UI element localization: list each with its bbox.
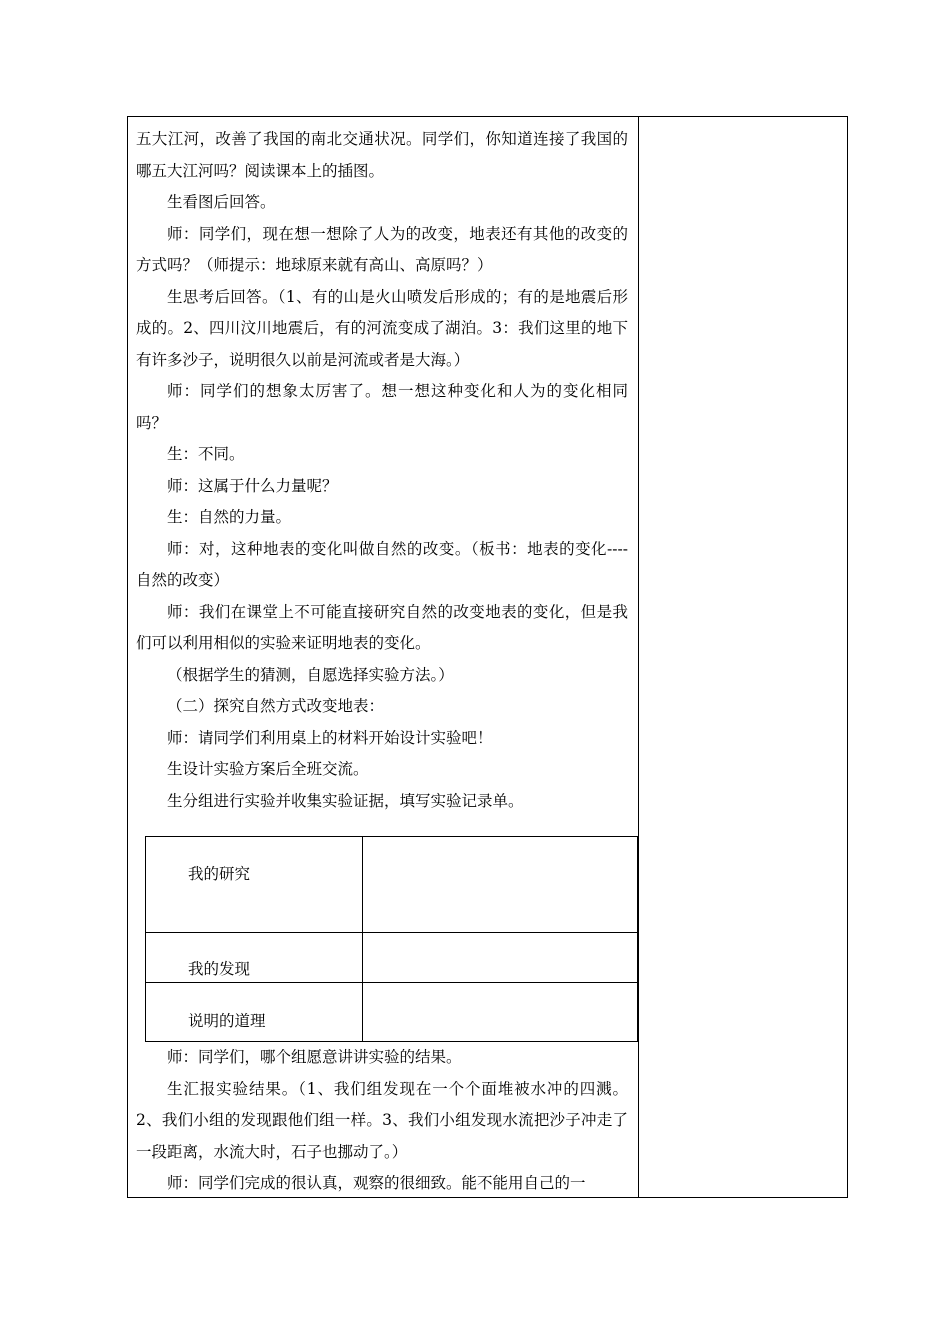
- paragraph: 师：我们在课堂上不可能直接研究自然的改变地表的变化，但是我们可以利用相似的实验来证明地表的变化。: [136, 602, 628, 652]
- paragraph: 师：同学们的想象太厉害了。想一想这种变化和人为的变化相同吗？: [136, 382, 628, 432]
- row-value-research: [363, 837, 638, 933]
- paragraph: 生汇报实验结果。（1、我们组发现在一个个面堆被水冲的四溅。2、我们小组的发现跟他们组一样。3、我们小组发现水流把沙子冲走了一段距离，水流大时，石子也挪动了。）: [136, 1079, 628, 1161]
- row-value-principle: [363, 983, 638, 1042]
- paragraph: 师：同学们，现在想一想除了人为的改变，地表还有其他的改变的方式吗？（师提示：地球原来就有高山、高原吗？）: [136, 224, 628, 274]
- row-value-findings: [363, 933, 638, 983]
- paragraph: 生：不同。: [167, 445, 245, 463]
- row-label-findings: 我的发现: [146, 933, 363, 983]
- table-row: [146, 837, 638, 933]
- paragraph: 生思考后回答。（1、有的山是火山喷发后形成的；有的是地震后形成的。2、四川汶川地震后，有的河流变成了湖泊。3：我们这里的地下有许多沙子，说明很久以前是河流或者是大海。）: [136, 287, 628, 369]
- paragraph: 师：这属于什么力量呢？: [167, 476, 338, 495]
- paragraph: 生看图后回答。: [167, 193, 276, 211]
- paragraph: 师：同学们完成的很认真，观察的很细致。能不能用自己的一: [167, 1174, 586, 1192]
- paragraph: 生分组进行实验并收集实验证据，填写实验记录单。: [167, 791, 524, 810]
- paragraph: 师：同学们，哪个组愿意讲讲实验的结果。: [167, 1048, 462, 1066]
- table-row: [146, 983, 638, 1042]
- table-row: [146, 933, 638, 983]
- main-column-text: [136, 124, 628, 817]
- section-heading: （二）探究自然方式改变地表：: [167, 697, 385, 715]
- row-label-research: 我的研究: [146, 837, 363, 933]
- main-column-text-after-table: [136, 1042, 628, 1200]
- row-label-principle: 说明的道理: [146, 983, 363, 1042]
- paragraph: 生：自然的力量。: [167, 508, 292, 526]
- paragraph: 五大江河，改善了我国的南北交通状况。同学们，你知道连接了我国的哪五大江河吗？阅读课本上的插图。: [136, 130, 628, 180]
- paragraph: 生设计实验方案后全班交流。: [167, 760, 369, 778]
- experiment-record-table: [145, 836, 638, 1042]
- paragraph: 师：对，这种地表的变化叫做自然的改变。（板书：地表的变化----自然的改变）: [136, 539, 628, 589]
- column-divider: [638, 117, 639, 1197]
- paragraph: （根据学生的猜测，自愿选择实验方法。）: [167, 665, 454, 684]
- paragraph: 师：请同学们利用桌上的材料开始设计实验吧！: [167, 728, 493, 747]
- lesson-plan-table: [127, 116, 848, 1198]
